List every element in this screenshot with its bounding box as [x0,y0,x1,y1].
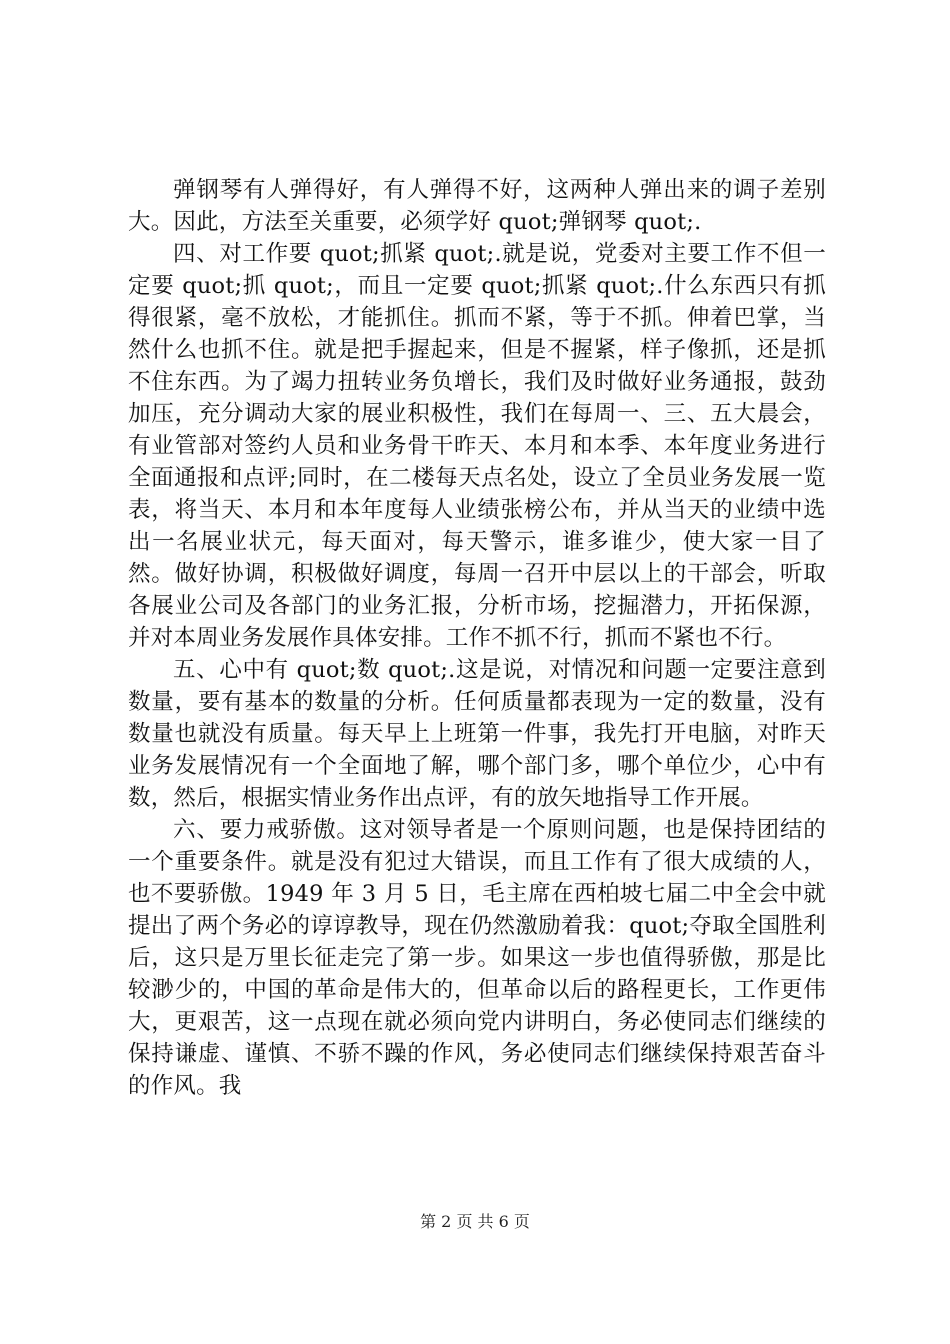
paragraph-section-six: 六、要力戒骄傲。这对领导者是一个原则问题，也是保持团结的一个重要条件。就是没有犯过大错误，而且工作有了很大成绩的人，也不要骄傲。1949 年 3 月 5 日，毛主席在西柏坡七届二中全会中就提出了两个务必的谆谆教导，现在仍然激励着我：quot;夺取全国胜利后，这只是万里长征走完了第一步。如果这一步也值得骄傲，那是比较渺少的，中国的革命是伟大的，但革命以后的路程更长，工作更伟大，更艰苦，这一点现在就必须向党内讲明白，务必使同志们继续的保持谦虚、谨慎、不骄不躁的作风，务必使同志们继续保持艰苦奋斗的作风。我 [128,817,826,1099]
page-footer: 第 2 页 共 6 页 [420,1212,530,1231]
document-body [128,174,826,1102]
paragraph-section-four: 四、对工作要 quot;抓紧 quot;.就是说，党委对主要工作不但一定要 quot;抓 quot;，而且一定要 quot;抓紧 quot;.什么东西只有抓得很紧，毫不放松，才能抓住。抓而不紧，等于不抓。伸着巴掌，当然什么也抓不住。就是把手握起来，但是不握紧，样子像抓，还是抓不住东西。为了竭力扭转业务负增长，我们及时做好业务通报，鼓劲加压，充分调动大家的展业积极性，我们在每周一、三、五大晨会，有业管部对签约人员和业务骨干昨天、本月和本季、本年度业务进行全面通报和点评;同时，在二楼每天点名处，设立了全员业务发展一览表，将当天、本月和本年度每人业绩张榜公布，并从当天的业绩中选出一名展业状元，每天面对，每天警示，谁多谁少，使大家一目了然。做好协调，积极做好调度，每周一召开中层以上的干部会，听取各展业公司及各部门的业务汇报，分析市场，挖掘潜力，开拓保源，并对本周业务发展作具体安排。工作不抓不行，抓而不紧也不行。 [128,241,826,651]
paragraph-section-five: 五、心中有 quot;数 quot;.这是说，对情况和问题一定要注意到数量，要有基本的数量的分析。任何质量都表现为一定的数量，没有数量也就没有质量。每天早上上班第一件事，我先打开电脑，对昨天业务发展情况有一个全面地了解，哪个部门多，哪个单位少，心中有数，然后，根据实情业务作出点评，有的放矢地指导工作开展。 [128,657,826,811]
paragraph-piano: 弹钢琴有人弹得好，有人弹得不好，这两种人弹出来的调子差别大。因此，方法至关重要，必须学好 quot;弹钢琴 quot;. [128,177,826,235]
